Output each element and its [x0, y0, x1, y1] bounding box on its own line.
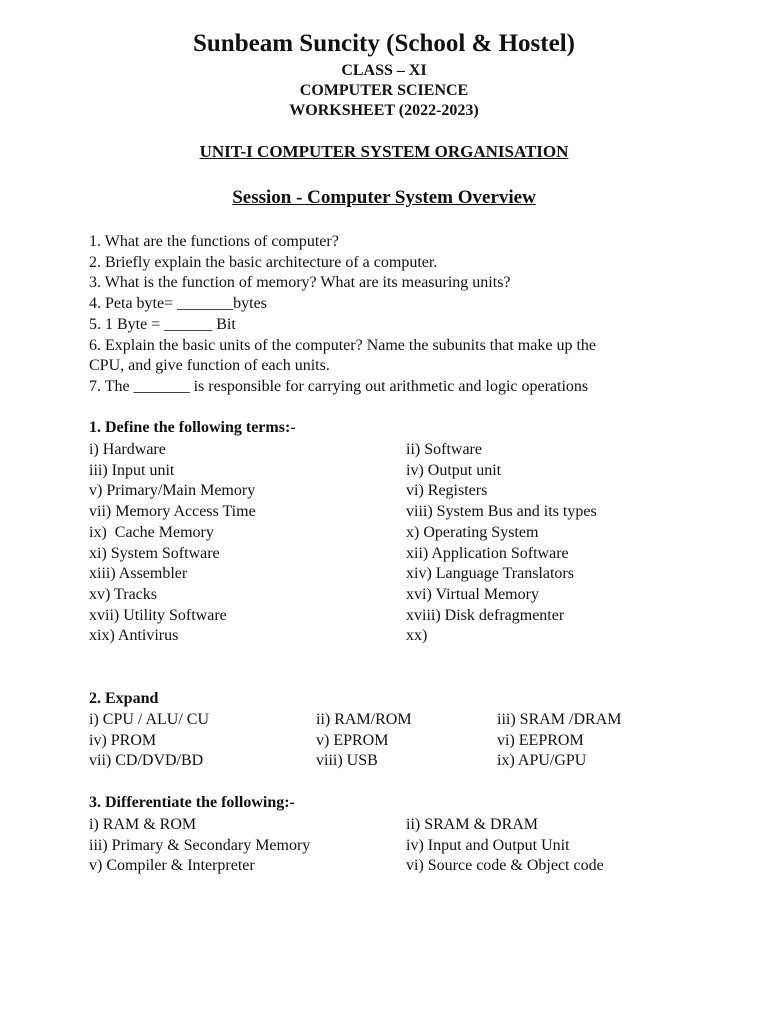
define-item: xviii) Disk defragmenter: [406, 606, 565, 624]
question-3: 3. What is the function of memory? What are its measuring units?: [89, 274, 511, 292]
expand-item: iii) SRAM /DRAM: [497, 711, 622, 728]
expand-list: [89, 710, 709, 772]
session-title: Session - Computer System Overview: [232, 187, 536, 208]
define-item: viii) System Bus and its types: [406, 503, 597, 521]
question-7: 7. The _______ is responsible for carrying out arithmetic and logic operations: [89, 377, 589, 395]
define-item: xi) System Software: [89, 544, 220, 562]
expand-title: 2. Expand: [89, 690, 159, 707]
define-item: xv) Tracks: [89, 585, 158, 603]
define-item: i) Hardware: [89, 441, 166, 458]
expand-item: vi) EEPROM: [497, 731, 584, 749]
define-item: ii) Software: [406, 441, 482, 458]
define-item: iv) Output unit: [406, 461, 502, 479]
differentiate-item: iii) Primary & Secondary Memory: [89, 836, 311, 854]
define-item: xvi) Virtual Memory: [406, 585, 539, 603]
define-item: x) Operating System: [406, 523, 539, 541]
define-item: xiii) Assembler: [89, 565, 188, 583]
define-item: xx): [406, 627, 428, 645]
define-item: vi) Registers: [406, 482, 488, 500]
question-5: 5. 1 Byte = ______ Bit: [89, 315, 236, 333]
unit-title: UNIT-I COMPUTER SYSTEM ORGANISATION: [199, 142, 569, 161]
differentiate-title: 3. Differentiate the following:-: [89, 794, 295, 811]
question-list: [89, 232, 689, 398]
expand-item: v) EPROM: [316, 731, 389, 749]
differentiate-list: [89, 815, 709, 877]
question-6: 6. Explain the basic units of the computer? Name the subunits that make up the: [89, 336, 596, 354]
differentiate-item: v) Compiler & Interpreter: [89, 857, 255, 875]
define-title: 1. Define the following terms:-: [89, 419, 296, 436]
define-item: xix) Antivirus: [89, 627, 179, 645]
define-item: iii) Input unit: [89, 461, 175, 479]
subject-label: COMPUTER SCIENCE: [299, 82, 469, 99]
differentiate-item: vi) Source code & Object code: [406, 857, 604, 875]
define-item: ix) Cache Memory: [89, 523, 214, 541]
define-list: [89, 440, 709, 647]
expand-item: ii) RAM/ROM: [316, 711, 412, 728]
define-item: vii) Memory Access Time: [89, 503, 256, 521]
define-item: xii) Application Software: [406, 544, 569, 562]
expand-item: iv) PROM: [89, 731, 157, 749]
worksheet-label: WORKSHEET (2022-2023): [289, 102, 479, 119]
school-name: Sunbeam Suncity (School & Hostel): [193, 30, 575, 57]
question-6-continued: CPU, and give function of each units.: [89, 357, 330, 375]
differentiate-item: ii) SRAM & DRAM: [406, 816, 539, 833]
differentiate-item: iv) Input and Output Unit: [406, 836, 570, 854]
expand-item: vii) CD/DVD/BD: [89, 752, 204, 770]
define-item: v) Primary/Main Memory: [89, 482, 256, 500]
define-item: xiv) Language Translators: [406, 565, 574, 583]
differentiate-item: i) RAM & ROM: [89, 816, 197, 833]
question-2: 2. Briefly explain the basic architecture of a computer.: [89, 253, 438, 271]
expand-item: i) CPU / ALU/ CU: [89, 711, 210, 728]
question-1: 1. What are the functions of computer?: [89, 233, 339, 250]
class-label: CLASS – XI: [341, 62, 427, 79]
question-4: 4. Peta byte= _______bytes: [89, 295, 267, 313]
define-item: xvii) Utility Software: [89, 606, 227, 624]
expand-item: viii) USB: [316, 752, 378, 770]
expand-item: ix) APU/GPU: [497, 752, 587, 770]
